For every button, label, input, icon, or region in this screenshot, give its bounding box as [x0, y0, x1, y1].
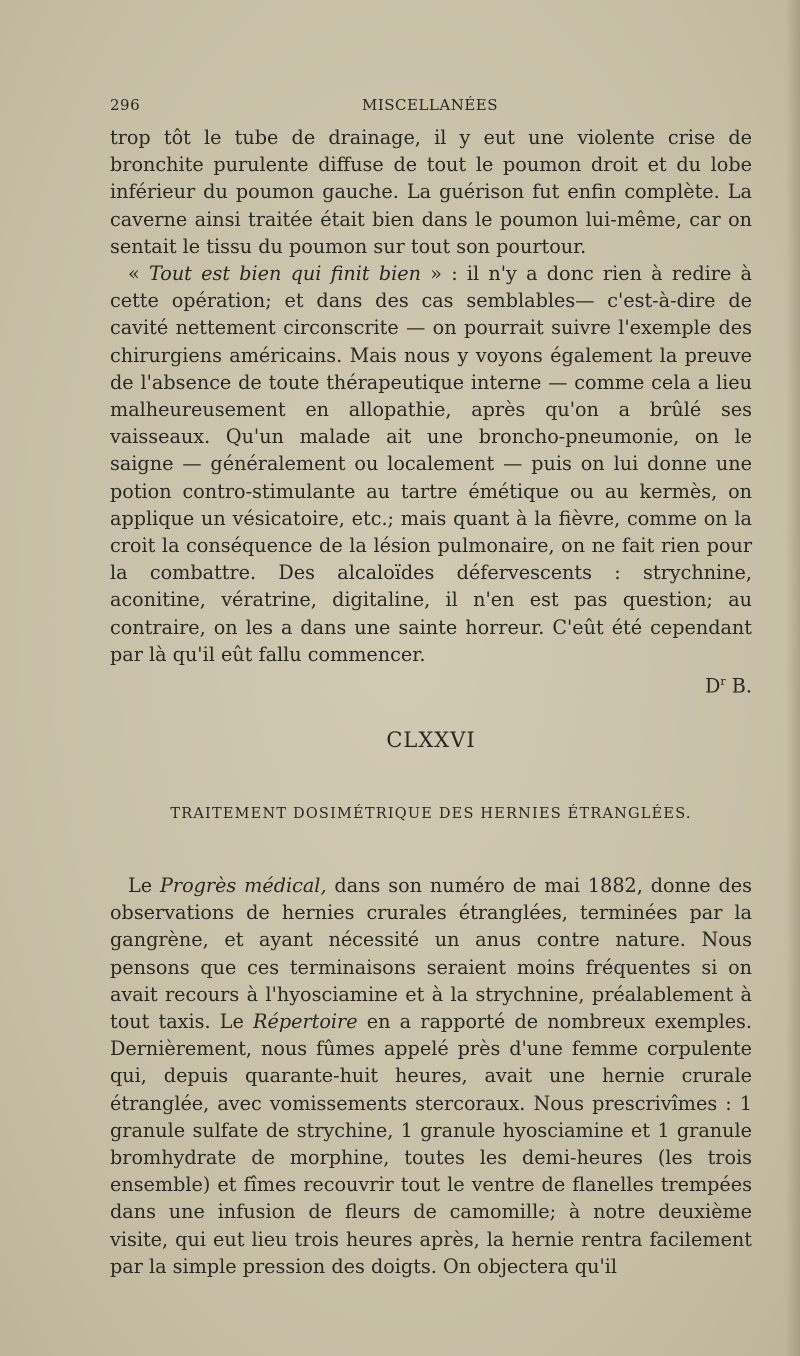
chapter-number: CLXXVI — [386, 728, 476, 752]
running-header — [110, 96, 750, 118]
text-block-top — [110, 124, 752, 700]
signature — [110, 668, 752, 700]
signature-sup: r — [720, 675, 726, 689]
paragraph-part2: en a rapporté de nombreux exemples. Dernièrement, nous fûmes appelé près d'une femme corpulente qui, depuis quarante-huit heures, avait une hernie crurale étranglée, avec vomissements stercoraux. Nous prescrivîmes : 1 granule sulfate de strychine, 1 granule hyosciamine et 1 granule bromhydrate de morphine, toutes les demi-heures (les trois ensemble) et fîmes recouvrir tout le ventre de flanelles trempées dans une infusion de fleurs de camomille; à notre deuxième visite, qui eut lieu trois heures après, la hernie rentra facilement par la simple pression des doigts. On objectera qu'il — [110, 1010, 753, 1278]
page-edge-shadow — [786, 0, 800, 1356]
paragraph-quote — [110, 260, 752, 668]
signature-prefix: D — [705, 674, 721, 698]
signature-name: B. — [725, 674, 752, 698]
paragraph-quote-text: : il n'y a donc rien à redire à cette opération; et dans des cas semblables— c'est-à-dire de cavité nettement circonscrite — on pourrait suivre l'exemple des chirurgiens américains. Mais nous y voyons également la preuve de l'absence de toute thérapeutique interne — comme cela a lieu malheureusement en allopathie, après qu'on a brûlé ses vaisseaux. Qu'un malade ait une broncho-pneumonie, on le saigne — généralement ou localement — puis on lui donne une potion contro-stimulante au tartre émétique ou au kermès, on applique un vésicatoire, etc.; mais quant à la fièvre, comme on la croit la conséquence de la lésion pulmonaire, on ne fait rien pour la combattre. Des alcaloïdes défervescents : strychnine, aconitine, vératrine, digitaline, il n'en est pas question; au contraire, on les a dans une sainte horreur. C'eût été cependant par là qu'il eût fallu commencer. — [110, 262, 752, 666]
chapter-title: TRAITEMENT DOSIMÉTRIQUE DES HERNIES ÉTRANGLÉES. — [170, 806, 692, 822]
page-number: 296 — [110, 96, 141, 114]
quote-italic: Tout est bien qui finit bien — [148, 262, 421, 286]
paragraph-hernies — [110, 872, 752, 1280]
running-title: MISCELLANÉES — [361, 96, 499, 114]
quote-close: » — [421, 262, 452, 286]
paragraph-continuation: trop tôt le tube de drainage, il y eut une violente crise de bronchite purulente diffuse de tout le poumon droit et du lobe inférieur du poumon gauche. La guérison fut enfin complète. La caverne ainsi traitée était bien dans le poumon lui-même, car on sentait le tissu du poumon sur tout son pourtour. — [110, 126, 752, 258]
paragraph-lead: Le — [128, 874, 160, 897]
journal-title: Progrès médical, — [159, 874, 327, 897]
paragraph-part1: dans son numéro de mai 1882, donne des observations de hernies crurales étranglées, terminées par la gangrène, et ayant nécessité un anus contre nature. Nous pensons que ces terminaisons seraient moins fréquentes si on avait recours à l'hyosciamine et à la strychnine, préalablement à tout taxis. Le — [110, 874, 752, 1034]
quote-open: « — [128, 262, 149, 286]
repertoire-title: Répertoire — [253, 1010, 358, 1034]
text-block-bottom — [110, 872, 752, 1280]
